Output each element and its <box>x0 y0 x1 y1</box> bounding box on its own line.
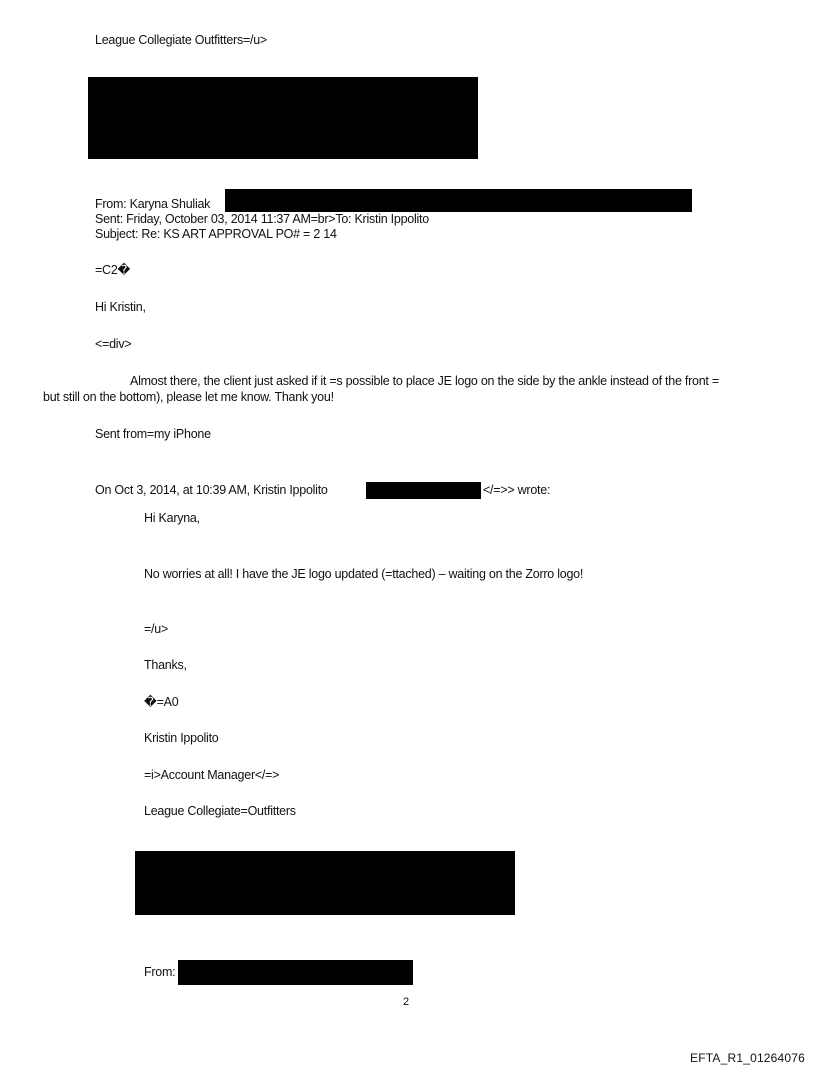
redaction-block <box>135 851 515 915</box>
redaction-block <box>366 482 481 499</box>
body-line-2: but still on the bottom), please let me know. Thank you! <box>43 390 334 404</box>
page-number: 2 <box>403 996 410 1008</box>
document-id: EFTA_R1_01264076 <box>690 1051 806 1065</box>
sender-company: League Collegiate=Outfitters <box>144 804 296 818</box>
nbsp-artifact: �=A0 <box>144 695 179 709</box>
body-line-1: Almost there, the client just asked if it =s possible to place JE logo on the side by the ankle instead of the front = <box>130 374 719 388</box>
email-subject: Subject: Re: KS ART APPROVAL PO# = 2 14 <box>95 227 337 241</box>
sender-title: =i>Account Manager</=> <box>144 768 280 782</box>
next-from: From: <box>144 965 176 979</box>
redaction-block <box>88 77 478 159</box>
quoted-intro-suffix: </=>> wrote: <box>483 483 551 497</box>
greeting: Hi Kristin, <box>95 300 146 314</box>
email-sent: Sent: Friday, October 03, 2014 11:37 AM=br>To: Kristin Ippolito <box>95 212 429 226</box>
thanks: Thanks, <box>144 658 187 672</box>
quoted-intro: On Oct 3, 2014, at 10:39 AM, Kristin Ippolito <box>95 483 328 497</box>
redaction-block <box>225 189 692 212</box>
quoted-greeting: Hi Karyna, <box>144 511 200 525</box>
redaction-block <box>178 960 413 985</box>
signature: Sent from=my iPhone <box>95 427 211 441</box>
header-line: League Collegiate Outfitters=/u> <box>95 33 267 47</box>
quoted-body: No worries at all! I have the JE logo updated (=ttached) – waiting on the Zorro logo! <box>144 567 584 581</box>
encoding-artifact: =C2� <box>95 263 131 277</box>
sender-name: Kristin Ippolito <box>144 731 219 745</box>
u-artifact: =/u> <box>144 622 169 636</box>
email-from: From: Karyna Shuliak <box>95 197 211 211</box>
div-artifact: <=div> <box>95 337 132 351</box>
